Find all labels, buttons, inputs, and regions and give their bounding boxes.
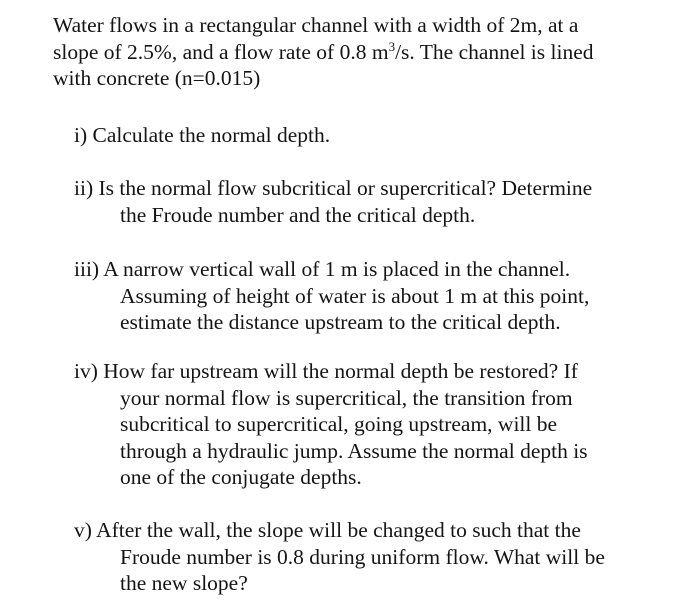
question-iv-line-3: subcritical to supercritical, going upstream, will be <box>120 412 558 436</box>
flow-rate-text: slope of 2.5%, and a flow rate of 0.8 m <box>53 39 389 64</box>
cubic-superscript: 3 <box>388 38 396 54</box>
question-iv-line-2: your normal flow is supercritical, the transition from <box>120 385 573 410</box>
question-i-line-1: i) Calculate the normal depth. <box>74 123 331 147</box>
question-iii-line-2: Assuming of height of water is about 1 m at this point, <box>120 283 590 308</box>
question-v-line-3: the new slope? <box>120 571 248 595</box>
question-i <box>74 122 674 149</box>
problem-statement <box>53 12 683 92</box>
question-iv-line-5: one of the conjugate depths. <box>120 465 362 489</box>
question-iii <box>74 256 674 336</box>
question-v <box>74 517 674 597</box>
question-ii <box>74 175 674 228</box>
question-iii-line-3: estimate the distance upstream to the critical depth. <box>120 310 561 334</box>
question-v-line-1: v) After the wall, the slope will be changed to such that the <box>74 518 581 542</box>
problem-statement-line-3: with concrete (n=0.015) <box>53 66 261 90</box>
question-ii-line-2: the Froude number and the critical depth. <box>120 202 476 227</box>
flow-rate-unit-text: /s. The channel is lined <box>395 39 594 64</box>
question-ii-line-1: ii) Is the normal flow subcritical or supercritical? Determine <box>74 176 593 200</box>
question-iv <box>74 358 674 491</box>
problem-statement-line-1: Water flows in a rectangular channel with a width of 2m, at a <box>53 13 579 37</box>
question-iv-line-4: through a hydraulic jump. Assume the normal depth is <box>120 438 588 463</box>
question-iv-line-1: iv) How far upstream will the normal depth be restored? If <box>74 359 578 383</box>
problem-statement-line-2 <box>53 39 683 66</box>
question-v-line-2: Froude number is 0.8 during uniform flow. What will be <box>120 544 605 569</box>
question-iii-line-1: iii) A narrow vertical wall of 1 m is placed in the channel. <box>74 257 571 281</box>
